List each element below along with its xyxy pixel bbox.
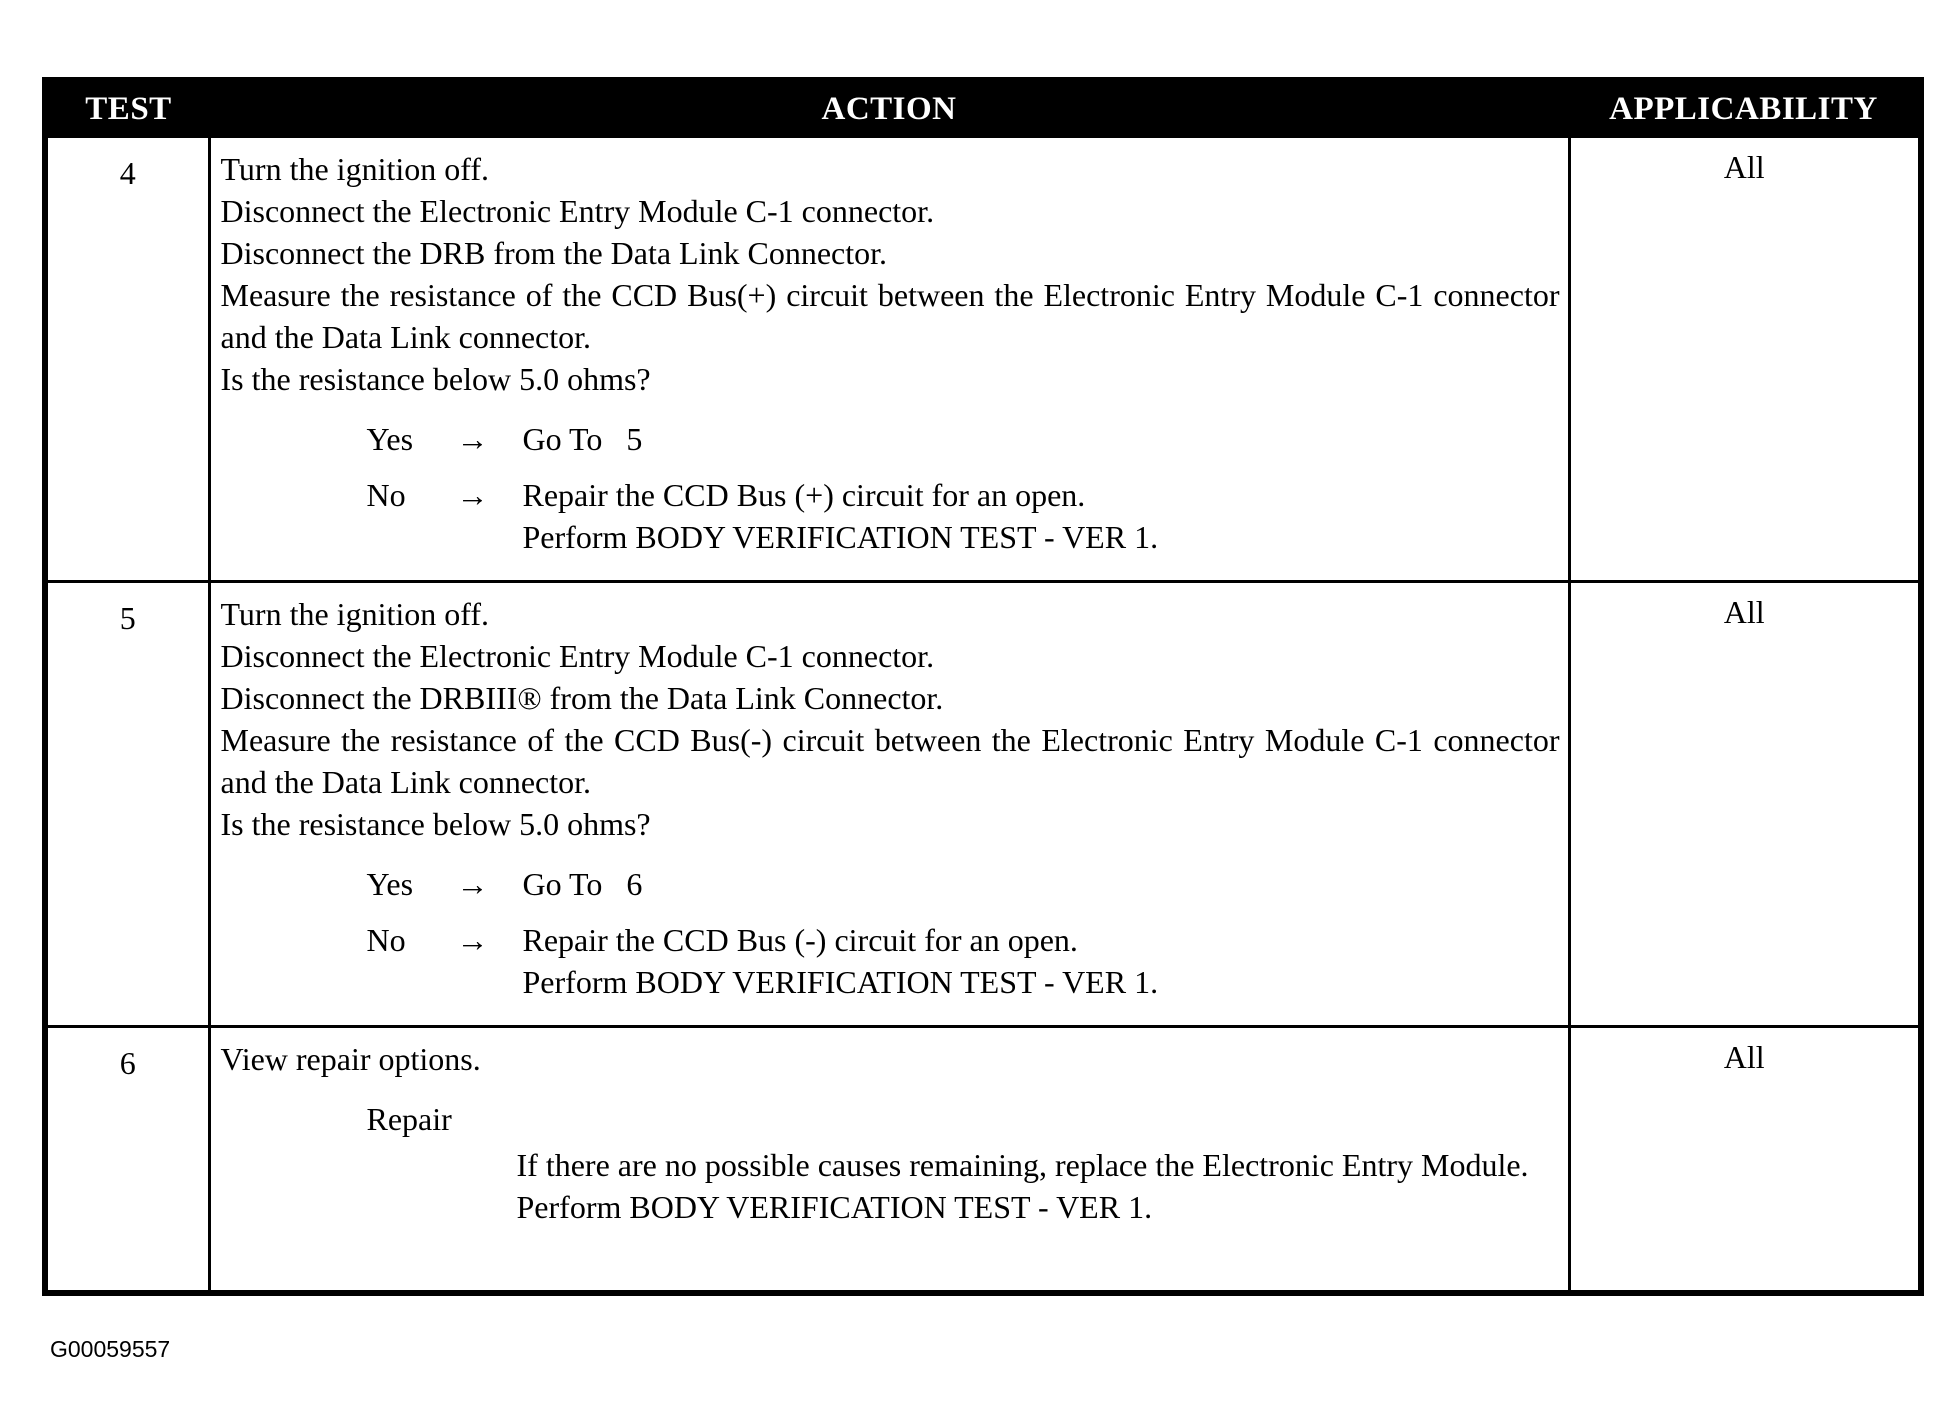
table-header-row: [45, 80, 1921, 137]
arrow-right-icon: →: [456, 922, 489, 958]
outcome-no-text: Repair the CCD Bus (-) circuit for an open.: [522, 922, 1078, 958]
action-step: Measure the resistance of the CCD Bus(+) circuit between the Electronic Entry Module C-1 connector and the Data Link connector.: [220, 277, 1560, 355]
outcome-no-result: [523, 474, 1560, 558]
action-cell: [209, 1027, 1569, 1294]
repair-line: Perform BODY VERIFICATION TEST - VER 1.: [516, 1189, 1153, 1225]
outcome-yes-text: Go To 6: [522, 866, 643, 902]
applicability-cell: All: [1569, 137, 1921, 582]
header-applicability: APPLICABILITY: [1569, 80, 1921, 137]
action-cell: [209, 137, 1569, 582]
outcome-no-text: Perform BODY VERIFICATION TEST - VER 1.: [522, 964, 1159, 1000]
outcome-yes-result: [523, 418, 1560, 460]
table-row: [45, 137, 1921, 582]
action-step: Turn the ignition off.: [220, 596, 489, 632]
test-number: 6: [45, 1027, 209, 1294]
action-step: Disconnect the Electronic Entry Module C-1 connector.: [220, 638, 935, 674]
outcome-no: [221, 919, 1560, 1003]
action-cell: [209, 582, 1569, 1027]
action-step: Measure the resistance of the CCD Bus(-) circuit between the Electronic Entry Module C-1 connector and the Data Link connector.: [220, 722, 1560, 800]
table-row: [45, 1027, 1921, 1294]
action-step: Is the resistance below 5.0 ohms?: [220, 806, 651, 842]
figure-id: G00059557: [50, 1336, 171, 1362]
outcome-no-text: Repair the CCD Bus (+) circuit for an open.: [522, 477, 1086, 513]
repair-label: Repair: [366, 1101, 452, 1137]
action-step: Disconnect the Electronic Entry Module C-1 connector.: [220, 193, 935, 229]
test-number: 5: [45, 582, 209, 1027]
outcomes: [221, 863, 1560, 1003]
applicability-cell: All: [1569, 1027, 1921, 1294]
test-number: 4: [45, 137, 209, 582]
arrow-right-icon: →: [456, 477, 489, 513]
outcome-yes-result: [523, 863, 1560, 905]
outcome-yes-text: Go To 5: [522, 421, 643, 457]
repair-options: [221, 1098, 1560, 1228]
outcome-yes: [221, 863, 1560, 905]
arrow-right-icon: →: [456, 421, 489, 457]
outcome-yes: [221, 418, 1560, 460]
table-row: [45, 582, 1921, 1027]
action-step: Is the resistance below 5.0 ohms?: [220, 361, 651, 397]
outcomes: [221, 418, 1560, 558]
outcome-no-text: Perform BODY VERIFICATION TEST - VER 1.: [522, 519, 1159, 555]
outcome-yes-label: Yes: [366, 421, 414, 457]
repair-line: If there are no possible causes remaining, replace the Electronic Entry Module.: [516, 1147, 1529, 1183]
outcome-no-label: No: [366, 477, 406, 513]
outcome-yes-label: Yes: [366, 866, 414, 902]
header-test: TEST: [45, 80, 209, 137]
outcome-no: [221, 474, 1560, 558]
diagnostic-test-table: [42, 77, 1924, 1296]
arrow-right-icon: →: [456, 866, 489, 902]
action-step: Disconnect the DRB from the Data Link Connector.: [220, 235, 888, 271]
action-step: View repair options.: [220, 1041, 481, 1077]
outcome-no-result: [523, 919, 1560, 1003]
applicability-cell: All: [1569, 582, 1921, 1027]
repair-text: [517, 1144, 1560, 1228]
outcome-no-label: No: [366, 922, 406, 958]
action-step: Disconnect the DRBIII® from the Data Link Connector.: [220, 680, 944, 716]
action-step: Turn the ignition off.: [220, 151, 489, 187]
header-action: ACTION: [209, 80, 1569, 137]
